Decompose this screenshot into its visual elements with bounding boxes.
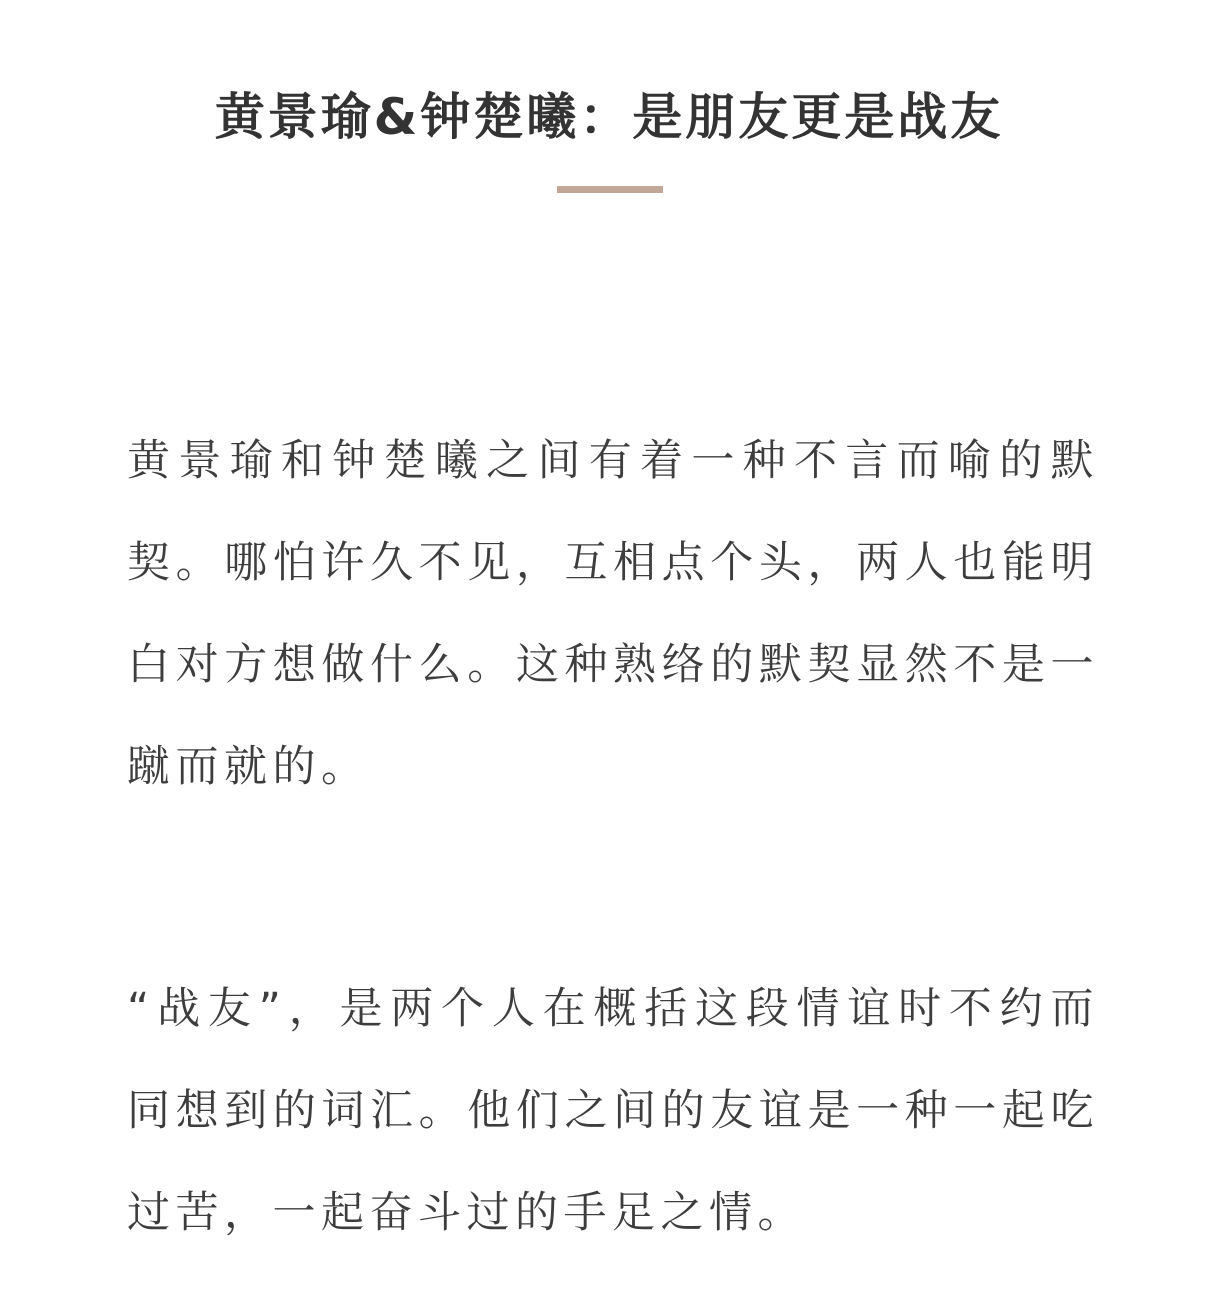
article-title: 黄景瑜&钟楚曦：是朋友更是战友 bbox=[214, 87, 1004, 146]
article-paragraph-2: “战友”，是两个人在概括这段情谊时不约而同想到的词汇。他们之间的友谊是一种一起吃过苦，一起奋斗过的手足之情。 bbox=[127, 984, 1099, 1238]
title-divider bbox=[557, 186, 663, 193]
article-paragraph-1: 黄景瑜和钟楚曦之间有着一种不言而喻的默契。哪怕许久不见，互相点个头，两人也能明白对方想做什么。这种熟络的默契显然不是一蹴而就的。 bbox=[127, 436, 1099, 792]
